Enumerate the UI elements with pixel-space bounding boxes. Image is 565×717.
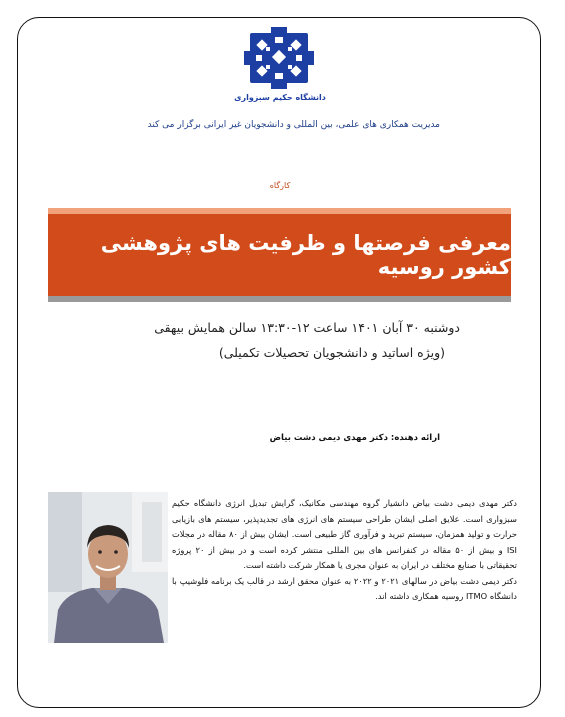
event-datetime: دوشنبه ۳۰ آبان ۱۴۰۱ ساعت ۱۲-۱۳:۳۰ سالن همایش بیهقی <box>154 320 460 335</box>
university-knot-logo <box>244 27 314 89</box>
presenter-line: ارائه دهنده: دکتر مهدی دیمی دشت بیاض <box>269 433 440 443</box>
university-name: دانشگاه حکیم سبزواری <box>234 93 326 102</box>
bio-paragraph-2: دکتر دیمی دشت بیاض در سالهای ۲۰۲۱ و ۲۰۲۲ به عنوان محقق ارشد در قالب یک برنامه فلوشیپ با دانشگاه ITMO روسیه همکاری داشته اند. <box>172 575 517 601</box>
presenter-bio <box>172 496 517 605</box>
bio-paragraph-1: دکتر مهدی دیمی دشت بیاض دانشیار گروه مهندسی مکانیک، گرایش تبدیل انرژی دانشگاه حکیم سبزواری است. علایق اصلی ایشان طراحی سیستم های انرژی های تجدیدپذیر، سیستم های بازیابی حرارت و تولید همزمان، سیستم تبرید و فرآوری گاز طبیعی است. ایشان بیش از ۸۰ مقاله در مجلات ISI و بیش از ۵۰ مقاله در کنفرانس های بین المللی منتشر کرده است و در بیش از ۲۰ پروژه تحقیقاتی با صنایع مختلف در ایران به عنوان مجری یا همکار شرکت داشته است. <box>172 498 517 570</box>
event-kind: کارگاه <box>269 181 291 190</box>
event-audience: (ویژه اساتید و دانشجویان تحصیلات تکمیلی) <box>218 345 445 360</box>
presenter-portrait-image <box>48 492 168 643</box>
banner-bottom-stripe <box>48 296 511 302</box>
event-title: معرفی فرصتها و ظرفیت های پژوهشی کشور روسیه <box>100 231 511 279</box>
organizer-line: مدیریت همکاری های علمی، بین المللی و دانشجویان غیر ایرانی برگزار می کند <box>147 120 440 130</box>
presenter-photo <box>48 492 168 643</box>
title-banner <box>48 214 511 296</box>
